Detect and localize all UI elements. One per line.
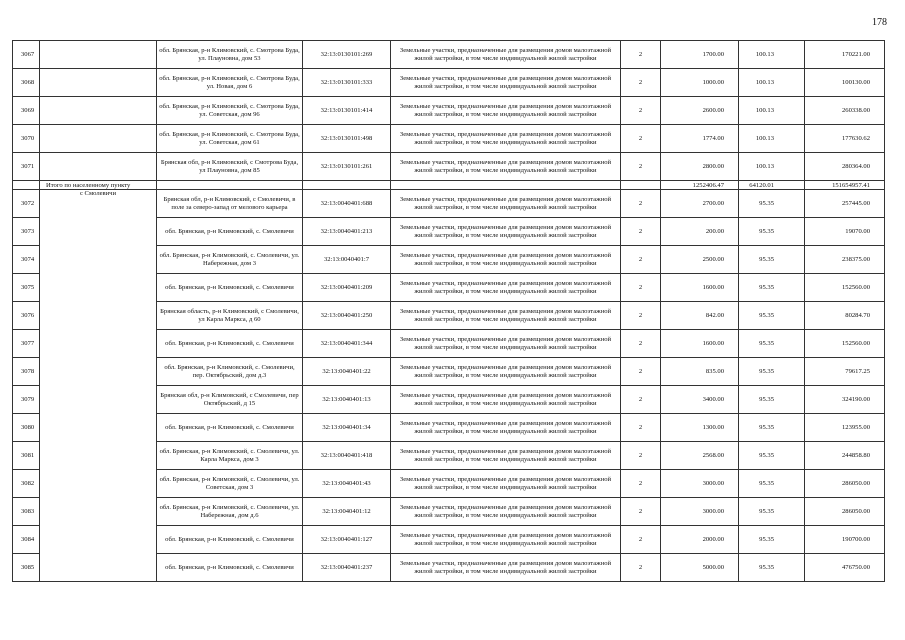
rate-cell: 95.35 bbox=[739, 498, 805, 526]
area-cell: 1700.00 bbox=[661, 41, 739, 69]
land-use-cell: Земельные участки, предназначенные для размещения домов малоэтажной жилой застройки, в том числе индивидуальной жилой застройки bbox=[391, 414, 621, 442]
row-number: 3076 bbox=[13, 302, 40, 330]
address-cell: обл. Брянская, р-н Климовский, с. Смолевичи bbox=[157, 218, 303, 246]
area-cell: 3000.00 bbox=[661, 470, 739, 498]
cadastral-value-cell: 476750.00 bbox=[805, 554, 885, 582]
settlement-empty bbox=[40, 125, 157, 153]
land-use-cell: Земельные участки, предназначенные для размещения домов малоэтажной жилой застройки, в том числе индивидуальной жилой застройки bbox=[391, 386, 621, 414]
cadastral-value-cell: 238375.00 bbox=[805, 246, 885, 274]
cadastral-value-cell: 257445.00 bbox=[805, 190, 885, 218]
cadastral-value-cell: 286050.00 bbox=[805, 470, 885, 498]
rate-cell: 95.35 bbox=[739, 358, 805, 386]
row-number: 3084 bbox=[13, 526, 40, 554]
address-cell: обл. Брянская, р-н Климовский, с. Смотрова Буда, ул. Новая, дом 6 bbox=[157, 69, 303, 97]
category-cell: 2 bbox=[621, 125, 661, 153]
cadastral-value-cell: 324190.00 bbox=[805, 386, 885, 414]
area-cell: 2000.00 bbox=[661, 526, 739, 554]
table-row bbox=[13, 125, 885, 153]
rate-cell: 95.35 bbox=[739, 330, 805, 358]
cadastral-number-cell: 32:13:0040401:12 bbox=[303, 498, 391, 526]
category-cell: 2 bbox=[621, 246, 661, 274]
address-cell: обл. Брянская, р-н Климовский, с. Смолевичи, ул. Карла Маркса, дом 3 bbox=[157, 442, 303, 470]
rate-cell: 95.35 bbox=[739, 246, 805, 274]
category-cell: 2 bbox=[621, 358, 661, 386]
land-use-cell: Земельные участки, предназначенные для размещения домов малоэтажной жилой застройки, в том числе индивидуальной жилой застройки bbox=[391, 125, 621, 153]
row-number: 3068 bbox=[13, 69, 40, 97]
rate-cell: 95.35 bbox=[739, 190, 805, 218]
row-number: 3067 bbox=[13, 41, 40, 69]
cadastral-number-cell: 32:13:0130101:333 bbox=[303, 69, 391, 97]
settlement-name: с Смолевичи bbox=[40, 190, 157, 582]
area-cell: 1300.00 bbox=[661, 414, 739, 442]
rate-cell: 100.13 bbox=[739, 125, 805, 153]
cadastral-value-cell: 260338.00 bbox=[805, 97, 885, 125]
rate-cell: 95.35 bbox=[739, 414, 805, 442]
category-cell: 2 bbox=[621, 41, 661, 69]
subtotal-empty-address bbox=[157, 181, 303, 190]
cadastral-value-cell: 190700.00 bbox=[805, 526, 885, 554]
category-cell: 2 bbox=[621, 153, 661, 181]
row-number: 3073 bbox=[13, 218, 40, 246]
group-b-body bbox=[13, 190, 885, 582]
land-use-cell: Земельные участки, предназначенные для размещения домов малоэтажной жилой застройки, в том числе индивидуальной жилой застройки bbox=[391, 442, 621, 470]
address-cell: обл. Брянская, р-н Климовский, с. Смотрова Буда, ул. Советская, дом 96 bbox=[157, 97, 303, 125]
cadastral-number-cell: 32:13:0040401:43 bbox=[303, 470, 391, 498]
area-cell: 5000.00 bbox=[661, 554, 739, 582]
row-number: 3077 bbox=[13, 330, 40, 358]
cadastral-number-cell: 32:13:0040401:213 bbox=[303, 218, 391, 246]
settlement-empty bbox=[40, 41, 157, 69]
land-use-cell: Земельные участки, предназначенные для размещения домов малоэтажной жилой застройки, в том числе индивидуальной жилой застройки bbox=[391, 41, 621, 69]
land-use-cell: Земельные участки, предназначенные для размещения домов малоэтажной жилой застройки, в том числе индивидуальной жилой застройки bbox=[391, 218, 621, 246]
rate-cell: 95.35 bbox=[739, 470, 805, 498]
rate-cell: 100.13 bbox=[739, 97, 805, 125]
category-cell: 2 bbox=[621, 330, 661, 358]
cadastral-number-cell: 32:13:0130101:414 bbox=[303, 97, 391, 125]
category-cell: 2 bbox=[621, 498, 661, 526]
land-use-cell: Земельные участки, предназначенные для размещения домов малоэтажной жилой застройки, в том числе индивидуальной жилой застройки bbox=[391, 246, 621, 274]
cadastral-value-cell: 286050.00 bbox=[805, 498, 885, 526]
address-cell: обл. Брянская, р-н Климовский, с. Смолевичи, ул. Набережная, дом д.6 bbox=[157, 498, 303, 526]
cadastral-value-cell: 177630.62 bbox=[805, 125, 885, 153]
category-cell: 2 bbox=[621, 274, 661, 302]
table-row bbox=[13, 69, 885, 97]
rate-cell: 100.13 bbox=[739, 41, 805, 69]
row-number: 3083 bbox=[13, 498, 40, 526]
subtotal-rate: 64120.01 bbox=[739, 181, 805, 190]
rate-cell: 95.35 bbox=[739, 386, 805, 414]
category-cell: 2 bbox=[621, 218, 661, 246]
rate-cell: 100.13 bbox=[739, 153, 805, 181]
subtotal-empty-use bbox=[391, 181, 621, 190]
category-cell: 2 bbox=[621, 414, 661, 442]
row-number: 3074 bbox=[13, 246, 40, 274]
category-cell: 2 bbox=[621, 554, 661, 582]
category-cell: 2 bbox=[621, 526, 661, 554]
cadastral-number-cell: 32:13:0040401:688 bbox=[303, 190, 391, 218]
row-number: 3080 bbox=[13, 414, 40, 442]
subtotal-empty-category bbox=[621, 181, 661, 190]
cadastral-value-cell: 100130.00 bbox=[805, 69, 885, 97]
cadastral-value-cell: 280364.00 bbox=[805, 153, 885, 181]
subtotal-label: Итого по населенному пункту bbox=[40, 181, 157, 190]
cadastral-value-table bbox=[12, 40, 885, 582]
address-cell: Брянская область, р-н Климовский, с Смолевичи, ул Карла Маркса, д 60 bbox=[157, 302, 303, 330]
address-cell: Брянская обл, р-н Климовский, с Смолевичи, пер Октябрьский, д 15 bbox=[157, 386, 303, 414]
cadastral-value-cell: 152560.00 bbox=[805, 330, 885, 358]
page-number: 178 bbox=[872, 17, 887, 28]
address-cell: обл. Брянская, р-н Климовский, с. Смолевичи bbox=[157, 330, 303, 358]
rate-cell: 95.35 bbox=[739, 526, 805, 554]
land-use-cell: Земельные участки, предназначенные для размещения домов малоэтажной жилой застройки, в том числе индивидуальной жилой застройки bbox=[391, 498, 621, 526]
rate-cell: 95.35 bbox=[739, 554, 805, 582]
table-row bbox=[13, 41, 885, 69]
category-cell: 2 bbox=[621, 442, 661, 470]
cadastral-number-cell: 32:13:0040401:250 bbox=[303, 302, 391, 330]
row-number: 3079 bbox=[13, 386, 40, 414]
row-number: 3078 bbox=[13, 358, 40, 386]
address-cell: обл. Брянская, р-н Климовский, с. Смолевичи, ул. Советская, дом 3 bbox=[157, 470, 303, 498]
subtotal-row bbox=[13, 181, 885, 190]
area-cell: 1774.00 bbox=[661, 125, 739, 153]
area-cell: 2500.00 bbox=[661, 246, 739, 274]
land-use-cell: Земельные участки, предназначенные для размещения домов малоэтажной жилой застройки, в том числе индивидуальной жилой застройки bbox=[391, 153, 621, 181]
cadastral-number-cell: 32:13:0040401:7 bbox=[303, 246, 391, 274]
address-cell: обл. Брянская, р-н Климовский, с. Смолевичи bbox=[157, 274, 303, 302]
category-cell: 2 bbox=[621, 190, 661, 218]
subtotal-empty-num bbox=[13, 181, 40, 190]
area-cell: 2700.00 bbox=[661, 190, 739, 218]
rate-cell: 95.35 bbox=[739, 442, 805, 470]
area-cell: 842.00 bbox=[661, 302, 739, 330]
row-number: 3072 bbox=[13, 190, 40, 218]
rate-cell: 95.35 bbox=[739, 218, 805, 246]
land-use-cell: Земельные участки, предназначенные для размещения домов малоэтажной жилой застройки, в том числе индивидуальной жилой застройки bbox=[391, 554, 621, 582]
row-number: 3081 bbox=[13, 442, 40, 470]
category-cell: 2 bbox=[621, 386, 661, 414]
subtotal-area: 1252406.47 bbox=[661, 181, 739, 190]
land-use-cell: Земельные участки, предназначенные для размещения домов малоэтажной жилой застройки, в том числе индивидуальной жилой застройки bbox=[391, 69, 621, 97]
subtotal-value: 151654957.41 bbox=[805, 181, 885, 190]
address-cell: обл. Брянская, р-н Климовский, с. Смолевичи, пер. Октябрьский, дом д.3 bbox=[157, 358, 303, 386]
area-cell: 2568.00 bbox=[661, 442, 739, 470]
cadastral-number-cell: 32:13:0130101:498 bbox=[303, 125, 391, 153]
category-cell: 2 bbox=[621, 97, 661, 125]
cadastral-number-cell: 32:13:0040401:22 bbox=[303, 358, 391, 386]
area-cell: 835.00 bbox=[661, 358, 739, 386]
settlement-empty bbox=[40, 153, 157, 181]
cadastral-value-cell: 79617.25 bbox=[805, 358, 885, 386]
area-cell: 1600.00 bbox=[661, 330, 739, 358]
address-cell: обл. Брянская, р-н Климовский, с. Смолевичи bbox=[157, 526, 303, 554]
area-cell: 3400.00 bbox=[661, 386, 739, 414]
rate-cell: 100.13 bbox=[739, 69, 805, 97]
land-use-cell: Земельные участки, предназначенные для размещения домов малоэтажной жилой застройки, в том числе индивидуальной жилой застройки bbox=[391, 470, 621, 498]
area-cell: 3000.00 bbox=[661, 498, 739, 526]
address-cell: обл. Брянская, р-н Климовский, с. Смолевичи, ул. Набережная, дом 3 bbox=[157, 246, 303, 274]
cadastral-number-cell: 32:13:0040401:34 bbox=[303, 414, 391, 442]
cadastral-value-cell: 80284.70 bbox=[805, 302, 885, 330]
rate-cell: 95.35 bbox=[739, 274, 805, 302]
category-cell: 2 bbox=[621, 69, 661, 97]
address-cell: обл. Брянская, р-н Климовский, с. Смотрова Буда, ул. Плауновна, дом 53 bbox=[157, 41, 303, 69]
row-number: 3071 bbox=[13, 153, 40, 181]
area-cell: 1000.00 bbox=[661, 69, 739, 97]
row-number: 3085 bbox=[13, 554, 40, 582]
rate-cell: 95.35 bbox=[739, 302, 805, 330]
row-number: 3069 bbox=[13, 97, 40, 125]
cadastral-number-cell: 32:13:0040401:344 bbox=[303, 330, 391, 358]
table-row bbox=[13, 97, 885, 125]
area-cell: 2600.00 bbox=[661, 97, 739, 125]
land-use-cell: Земельные участки, предназначенные для размещения домов малоэтажной жилой застройки, в том числе индивидуальной жилой застройки bbox=[391, 526, 621, 554]
settlement-empty bbox=[40, 97, 157, 125]
land-use-cell: Земельные участки, предназначенные для размещения домов малоэтажной жилой застройки, в том числе индивидуальной жилой застройки bbox=[391, 302, 621, 330]
cadastral-value-cell: 244858.80 bbox=[805, 442, 885, 470]
table-row bbox=[13, 190, 885, 218]
area-cell: 200.00 bbox=[661, 218, 739, 246]
land-use-cell: Земельные участки, предназначенные для размещения домов малоэтажной жилой застройки, в том числе индивидуальной жилой застройки bbox=[391, 330, 621, 358]
cadastral-number-cell: 32:13:0040401:13 bbox=[303, 386, 391, 414]
group-a-body bbox=[13, 41, 885, 181]
land-use-cell: Земельные участки, предназначенные для размещения домов малоэтажной жилой застройки, в том числе индивидуальной жилой застройки bbox=[391, 97, 621, 125]
land-use-cell: Земельные участки, предназначенные для размещения домов малоэтажной жилой застройки, в том числе индивидуальной жилой застройки bbox=[391, 274, 621, 302]
cadastral-number-cell: 32:13:0040401:209 bbox=[303, 274, 391, 302]
cadastral-number-cell: 32:13:0040401:237 bbox=[303, 554, 391, 582]
cadastral-value-cell: 123955.00 bbox=[805, 414, 885, 442]
cadastral-number-cell: 32:13:0040401:418 bbox=[303, 442, 391, 470]
cadastral-number-cell: 32:13:0130101:261 bbox=[303, 153, 391, 181]
area-cell: 2800.00 bbox=[661, 153, 739, 181]
address-cell: обл. Брянская, р-н Климовский, с. Смотрова Буда, ул. Советская, дом 61 bbox=[157, 125, 303, 153]
subtotal-empty-cadastral bbox=[303, 181, 391, 190]
row-number: 3070 bbox=[13, 125, 40, 153]
land-use-cell: Земельные участки, предназначенные для размещения домов малоэтажной жилой застройки, в том числе индивидуальной жилой застройки bbox=[391, 190, 621, 218]
settlement-empty bbox=[40, 69, 157, 97]
cadastral-value-cell: 19070.00 bbox=[805, 218, 885, 246]
cadastral-value-cell: 152560.00 bbox=[805, 274, 885, 302]
category-cell: 2 bbox=[621, 470, 661, 498]
land-use-cell: Земельные участки, предназначенные для размещения домов малоэтажной жилой застройки, в том числе индивидуальной жилой застройки bbox=[391, 358, 621, 386]
area-cell: 1600.00 bbox=[661, 274, 739, 302]
row-number: 3075 bbox=[13, 274, 40, 302]
address-cell: обл. Брянская, р-н Климовский, с. Смолевичи bbox=[157, 554, 303, 582]
cadastral-value-cell: 170221.00 bbox=[805, 41, 885, 69]
cadastral-number-cell: 32:13:0040401:127 bbox=[303, 526, 391, 554]
address-cell: обл. Брянская, р-н Климовский, с. Смолевичи bbox=[157, 414, 303, 442]
row-number: 3082 bbox=[13, 470, 40, 498]
subtotal-body bbox=[13, 181, 885, 190]
cadastral-number-cell: 32:13:0130101:269 bbox=[303, 41, 391, 69]
table-row bbox=[13, 153, 885, 181]
address-cell: Брянская обл, р-н Климовский, с Смотрова Буда, ул Плауновна, дом 85 bbox=[157, 153, 303, 181]
address-cell: Брянская обл, р-н Климовский, с Смолевичи, в поле за северо-запад от мелового карьера bbox=[157, 190, 303, 218]
category-cell: 2 bbox=[621, 302, 661, 330]
